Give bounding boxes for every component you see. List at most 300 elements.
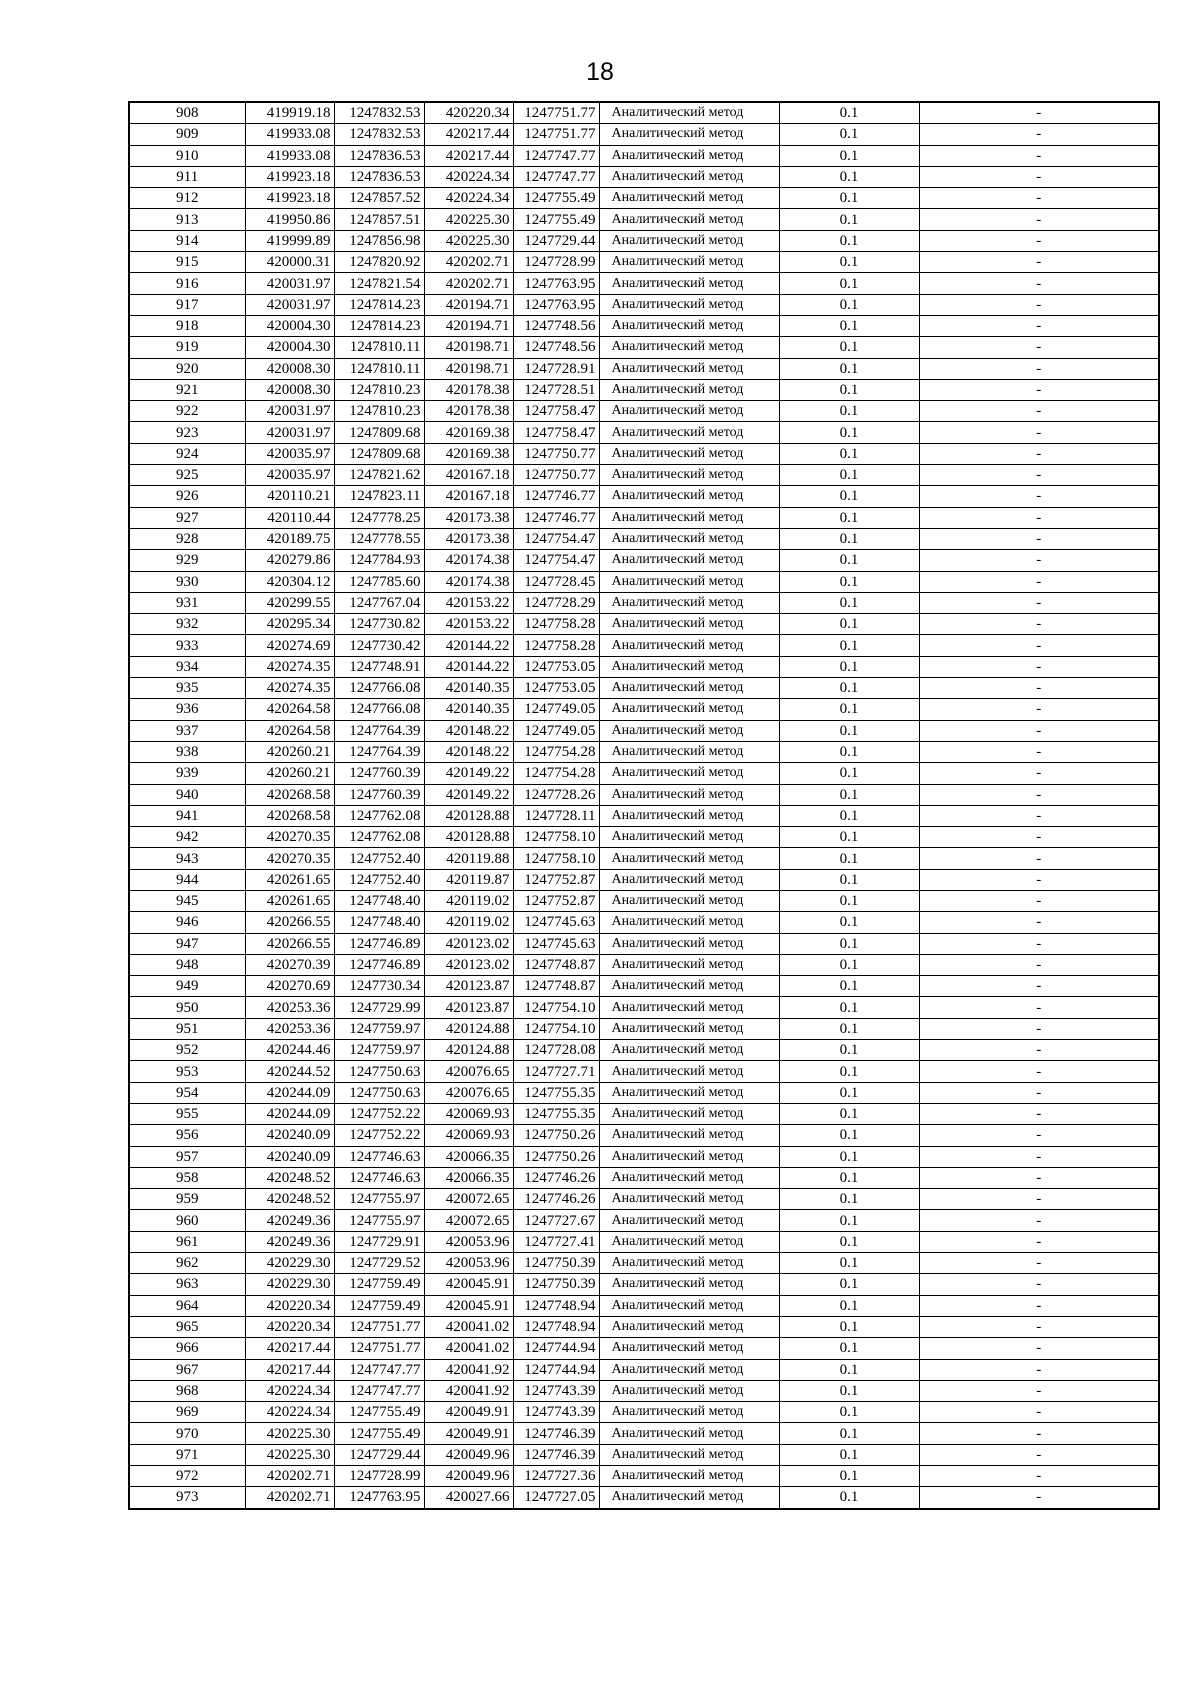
y2-cell: 1247751.77 [513, 124, 599, 145]
point-number: 927 [129, 507, 245, 528]
point-number: 924 [129, 443, 245, 464]
x1-cell: 420000.31 [245, 252, 334, 273]
y2-cell: 1247746.77 [513, 507, 599, 528]
y2-cell: 1247750.26 [513, 1125, 599, 1146]
y1-cell: 1247748.91 [334, 656, 424, 677]
x2-cell: 420072.65 [424, 1210, 513, 1231]
method-cell: Аналитический метод [599, 869, 779, 890]
accuracy-cell: 0.1 [779, 124, 919, 145]
method-cell: Аналитический метод [599, 1380, 779, 1401]
table-row [129, 614, 1159, 635]
dash-cell: - [919, 230, 1159, 251]
method-cell: Аналитический метод [599, 741, 779, 762]
table-row [129, 379, 1159, 400]
x2-cell: 420072.65 [424, 1189, 513, 1210]
accuracy-cell: 0.1 [779, 933, 919, 954]
table-row [129, 784, 1159, 805]
dash-cell: - [919, 486, 1159, 507]
dash-cell: - [919, 1466, 1159, 1487]
table-row [129, 1402, 1159, 1423]
x2-cell: 420119.02 [424, 912, 513, 933]
x2-cell: 420149.22 [424, 784, 513, 805]
y1-cell: 1247857.52 [334, 188, 424, 209]
y2-cell: 1247744.94 [513, 1359, 599, 1380]
dash-cell: - [919, 1487, 1159, 1509]
x1-cell: 420244.52 [245, 1061, 334, 1082]
x2-cell: 420224.34 [424, 166, 513, 187]
y1-cell: 1247729.99 [334, 997, 424, 1018]
y2-cell: 1247755.35 [513, 1082, 599, 1103]
y2-cell: 1247748.94 [513, 1316, 599, 1337]
table-row [129, 1487, 1159, 1509]
dash-cell: - [919, 1274, 1159, 1295]
x2-cell: 420045.91 [424, 1295, 513, 1316]
method-cell: Аналитический метод [599, 1231, 779, 1252]
x1-cell: 420248.52 [245, 1189, 334, 1210]
y1-cell: 1247814.23 [334, 315, 424, 336]
x1-cell: 420264.58 [245, 720, 334, 741]
y1-cell: 1247746.63 [334, 1167, 424, 1188]
dash-cell: - [919, 592, 1159, 613]
method-cell: Аналитический метод [599, 273, 779, 294]
method-cell: Аналитический метод [599, 933, 779, 954]
x1-cell: 420268.58 [245, 805, 334, 826]
accuracy-cell: 0.1 [779, 1125, 919, 1146]
accuracy-cell: 0.1 [779, 358, 919, 379]
method-cell: Аналитический метод [599, 379, 779, 400]
dash-cell: - [919, 188, 1159, 209]
x1-cell: 420295.34 [245, 614, 334, 635]
accuracy-cell: 0.1 [779, 1210, 919, 1231]
table-row [129, 252, 1159, 273]
accuracy-cell: 0.1 [779, 1338, 919, 1359]
method-cell: Аналитический метод [599, 337, 779, 358]
dash-cell: - [919, 315, 1159, 336]
accuracy-cell: 0.1 [779, 465, 919, 486]
y1-cell: 1247832.53 [334, 102, 424, 124]
y1-cell: 1247730.34 [334, 976, 424, 997]
y2-cell: 1247755.35 [513, 1103, 599, 1124]
x2-cell: 420174.38 [424, 571, 513, 592]
accuracy-cell: 0.1 [779, 1146, 919, 1167]
accuracy-cell: 0.1 [779, 656, 919, 677]
y1-cell: 1247755.49 [334, 1402, 424, 1423]
x2-cell: 420119.87 [424, 869, 513, 890]
x2-cell: 420049.96 [424, 1466, 513, 1487]
table-row [129, 124, 1159, 145]
y2-cell: 1247745.63 [513, 933, 599, 954]
method-cell: Аналитический метод [599, 358, 779, 379]
x2-cell: 420167.18 [424, 486, 513, 507]
dash-cell: - [919, 848, 1159, 869]
table-row [129, 656, 1159, 677]
point-number: 936 [129, 699, 245, 720]
dash-cell: - [919, 805, 1159, 826]
x1-cell: 420229.30 [245, 1274, 334, 1295]
y2-cell: 1247754.10 [513, 997, 599, 1018]
accuracy-cell: 0.1 [779, 1167, 919, 1188]
y1-cell: 1247748.40 [334, 912, 424, 933]
method-cell: Аналитический метод [599, 443, 779, 464]
dash-cell: - [919, 1103, 1159, 1124]
point-number: 956 [129, 1125, 245, 1146]
dash-cell: - [919, 869, 1159, 890]
y2-cell: 1247727.05 [513, 1487, 599, 1509]
y2-cell: 1247750.77 [513, 465, 599, 486]
dash-cell: - [919, 337, 1159, 358]
point-number: 951 [129, 1018, 245, 1039]
table-row [129, 337, 1159, 358]
point-number: 948 [129, 954, 245, 975]
x2-cell: 420202.71 [424, 252, 513, 273]
y1-cell: 1247755.97 [334, 1210, 424, 1231]
y1-cell: 1247751.77 [334, 1316, 424, 1337]
table-row [129, 1210, 1159, 1231]
method-cell: Аналитический метод [599, 912, 779, 933]
y2-cell: 1247748.56 [513, 337, 599, 358]
method-cell: Аналитический метод [599, 315, 779, 336]
y2-cell: 1247728.51 [513, 379, 599, 400]
accuracy-cell: 0.1 [779, 1423, 919, 1444]
point-number: 935 [129, 678, 245, 699]
point-number: 908 [129, 102, 245, 124]
accuracy-cell: 0.1 [779, 1189, 919, 1210]
dash-cell: - [919, 1082, 1159, 1103]
point-number: 968 [129, 1380, 245, 1401]
dash-cell: - [919, 358, 1159, 379]
method-cell: Аналитический метод [599, 720, 779, 741]
dash-cell: - [919, 763, 1159, 784]
x2-cell: 420220.34 [424, 102, 513, 124]
x2-cell: 420167.18 [424, 465, 513, 486]
point-number: 964 [129, 1295, 245, 1316]
dash-cell: - [919, 1295, 1159, 1316]
method-cell: Аналитический метод [599, 1125, 779, 1146]
y1-cell: 1247747.77 [334, 1359, 424, 1380]
table-row [129, 1103, 1159, 1124]
x1-cell: 420274.35 [245, 678, 334, 699]
table-row [129, 848, 1159, 869]
x1-cell: 420240.09 [245, 1125, 334, 1146]
y2-cell: 1247748.87 [513, 976, 599, 997]
y2-cell: 1247748.87 [513, 954, 599, 975]
point-number: 932 [129, 614, 245, 635]
x1-cell: 420004.30 [245, 337, 334, 358]
x2-cell: 420225.30 [424, 209, 513, 230]
table-row [129, 890, 1159, 911]
method-cell: Аналитический метод [599, 1444, 779, 1465]
y2-cell: 1247750.77 [513, 443, 599, 464]
x2-cell: 420217.44 [424, 124, 513, 145]
y2-cell: 1247728.11 [513, 805, 599, 826]
y2-cell: 1247748.94 [513, 1295, 599, 1316]
y2-cell: 1247728.29 [513, 592, 599, 613]
accuracy-cell: 0.1 [779, 188, 919, 209]
accuracy-cell: 0.1 [779, 890, 919, 911]
point-number: 962 [129, 1253, 245, 1274]
method-cell: Аналитический метод [599, 528, 779, 549]
y2-cell: 1247755.49 [513, 188, 599, 209]
accuracy-cell: 0.1 [779, 550, 919, 571]
accuracy-cell: 0.1 [779, 699, 919, 720]
x2-cell: 420066.35 [424, 1167, 513, 1188]
accuracy-cell: 0.1 [779, 1444, 919, 1465]
x1-cell: 419923.18 [245, 188, 334, 209]
y2-cell: 1247763.95 [513, 294, 599, 315]
table-row [129, 1274, 1159, 1295]
accuracy-cell: 0.1 [779, 848, 919, 869]
point-number: 915 [129, 252, 245, 273]
method-cell: Аналитический метод [599, 1402, 779, 1423]
point-number: 954 [129, 1082, 245, 1103]
point-number: 942 [129, 827, 245, 848]
accuracy-cell: 0.1 [779, 1231, 919, 1252]
x1-cell: 420253.36 [245, 997, 334, 1018]
method-cell: Аналитический метод [599, 784, 779, 805]
y1-cell: 1247730.82 [334, 614, 424, 635]
table-row [129, 1295, 1159, 1316]
x1-cell: 420260.21 [245, 741, 334, 762]
dash-cell: - [919, 102, 1159, 124]
accuracy-cell: 0.1 [779, 678, 919, 699]
accuracy-cell: 0.1 [779, 1466, 919, 1487]
y1-cell: 1247766.08 [334, 678, 424, 699]
method-cell: Аналитический метод [599, 1061, 779, 1082]
y2-cell: 1247753.05 [513, 678, 599, 699]
dash-cell: - [919, 635, 1159, 656]
y1-cell: 1247821.54 [334, 273, 424, 294]
x2-cell: 420202.71 [424, 273, 513, 294]
point-number: 929 [129, 550, 245, 571]
x2-cell: 420178.38 [424, 401, 513, 422]
dash-cell: - [919, 379, 1159, 400]
x2-cell: 420069.93 [424, 1103, 513, 1124]
table-row [129, 869, 1159, 890]
y2-cell: 1247758.47 [513, 401, 599, 422]
point-number: 945 [129, 890, 245, 911]
y1-cell: 1247729.52 [334, 1253, 424, 1274]
x1-cell: 420270.39 [245, 954, 334, 975]
method-cell: Аналитический метод [599, 1274, 779, 1295]
y2-cell: 1247727.41 [513, 1231, 599, 1252]
dash-cell: - [919, 741, 1159, 762]
accuracy-cell: 0.1 [779, 976, 919, 997]
method-cell: Аналитический метод [599, 145, 779, 166]
accuracy-cell: 0.1 [779, 869, 919, 890]
y2-cell: 1247727.36 [513, 1466, 599, 1487]
point-number: 917 [129, 294, 245, 315]
x2-cell: 420049.96 [424, 1444, 513, 1465]
x2-cell: 420148.22 [424, 741, 513, 762]
point-number: 911 [129, 166, 245, 187]
dash-cell: - [919, 252, 1159, 273]
x2-cell: 420076.65 [424, 1061, 513, 1082]
method-cell: Аналитический метод [599, 1040, 779, 1061]
table-row [129, 209, 1159, 230]
x2-cell: 420053.96 [424, 1253, 513, 1274]
y2-cell: 1247754.47 [513, 550, 599, 571]
dash-cell: - [919, 1444, 1159, 1465]
table-row [129, 699, 1159, 720]
x2-cell: 420066.35 [424, 1146, 513, 1167]
x2-cell: 420049.91 [424, 1402, 513, 1423]
y1-cell: 1247759.97 [334, 1018, 424, 1039]
table-row [129, 635, 1159, 656]
x1-cell: 419923.18 [245, 166, 334, 187]
x1-cell: 420224.34 [245, 1380, 334, 1401]
method-cell: Аналитический метод [599, 1295, 779, 1316]
x2-cell: 420198.71 [424, 358, 513, 379]
y1-cell: 1247810.11 [334, 337, 424, 358]
accuracy-cell: 0.1 [779, 954, 919, 975]
x1-cell: 420004.30 [245, 315, 334, 336]
y1-cell: 1247857.51 [334, 209, 424, 230]
method-cell: Аналитический метод [599, 230, 779, 251]
x1-cell: 420270.35 [245, 848, 334, 869]
y2-cell: 1247754.28 [513, 763, 599, 784]
x1-cell: 419950.86 [245, 209, 334, 230]
method-cell: Аналитический метод [599, 827, 779, 848]
x1-cell: 420264.58 [245, 699, 334, 720]
x1-cell: 419933.08 [245, 145, 334, 166]
x2-cell: 420045.91 [424, 1274, 513, 1295]
table-row [129, 443, 1159, 464]
dash-cell: - [919, 720, 1159, 741]
point-number: 949 [129, 976, 245, 997]
point-number: 934 [129, 656, 245, 677]
x2-cell: 420153.22 [424, 592, 513, 613]
x1-cell: 420261.65 [245, 869, 334, 890]
dash-cell: - [919, 1423, 1159, 1444]
x2-cell: 420217.44 [424, 145, 513, 166]
method-cell: Аналитический метод [599, 1167, 779, 1188]
method-cell: Аналитический метод [599, 1338, 779, 1359]
x2-cell: 420194.71 [424, 294, 513, 315]
accuracy-cell: 0.1 [779, 166, 919, 187]
x1-cell: 420008.30 [245, 358, 334, 379]
accuracy-cell: 0.1 [779, 209, 919, 230]
point-number: 937 [129, 720, 245, 741]
y2-cell: 1247727.67 [513, 1210, 599, 1231]
x1-cell: 420202.71 [245, 1466, 334, 1487]
x1-cell: 420279.86 [245, 550, 334, 571]
table-row [129, 1189, 1159, 1210]
accuracy-cell: 0.1 [779, 1040, 919, 1061]
point-number: 946 [129, 912, 245, 933]
y2-cell: 1247750.39 [513, 1253, 599, 1274]
y2-cell: 1247746.39 [513, 1423, 599, 1444]
point-number: 909 [129, 124, 245, 145]
dash-cell: - [919, 294, 1159, 315]
point-number: 965 [129, 1316, 245, 1337]
y1-cell: 1247809.68 [334, 422, 424, 443]
table-row [129, 1423, 1159, 1444]
y2-cell: 1247728.91 [513, 358, 599, 379]
x1-cell: 419999.89 [245, 230, 334, 251]
dash-cell: - [919, 890, 1159, 911]
accuracy-cell: 0.1 [779, 337, 919, 358]
dash-cell: - [919, 209, 1159, 230]
x1-cell: 420110.21 [245, 486, 334, 507]
method-cell: Аналитический метод [599, 1082, 779, 1103]
accuracy-cell: 0.1 [779, 1380, 919, 1401]
point-number: 914 [129, 230, 245, 251]
x2-cell: 420069.93 [424, 1125, 513, 1146]
table-row [129, 1125, 1159, 1146]
x2-cell: 420041.92 [424, 1359, 513, 1380]
y1-cell: 1247762.08 [334, 805, 424, 826]
x1-cell: 420266.55 [245, 912, 334, 933]
y1-cell: 1247856.98 [334, 230, 424, 251]
accuracy-cell: 0.1 [779, 1295, 919, 1316]
x2-cell: 420123.87 [424, 976, 513, 997]
y1-cell: 1247820.92 [334, 252, 424, 273]
y1-cell: 1247730.42 [334, 635, 424, 656]
method-cell: Аналитический метод [599, 102, 779, 124]
dash-cell: - [919, 443, 1159, 464]
method-cell: Аналитический метод [599, 401, 779, 422]
table-row [129, 571, 1159, 592]
y2-cell: 1247746.77 [513, 486, 599, 507]
accuracy-cell: 0.1 [779, 486, 919, 507]
x2-cell: 420169.38 [424, 422, 513, 443]
x1-cell: 420261.65 [245, 890, 334, 911]
table-row [129, 230, 1159, 251]
point-number: 941 [129, 805, 245, 826]
table-row [129, 976, 1159, 997]
dash-cell: - [919, 1210, 1159, 1231]
y1-cell: 1247755.49 [334, 1423, 424, 1444]
point-number: 970 [129, 1423, 245, 1444]
accuracy-cell: 0.1 [779, 1274, 919, 1295]
table-row [129, 315, 1159, 336]
point-number: 923 [129, 422, 245, 443]
table-row [129, 1167, 1159, 1188]
y2-cell: 1247763.95 [513, 273, 599, 294]
accuracy-cell: 0.1 [779, 252, 919, 273]
x1-cell: 420260.21 [245, 763, 334, 784]
y1-cell: 1247810.23 [334, 401, 424, 422]
x1-cell: 420031.97 [245, 422, 334, 443]
y1-cell: 1247729.91 [334, 1231, 424, 1252]
y1-cell: 1247747.77 [334, 1380, 424, 1401]
y2-cell: 1247728.99 [513, 252, 599, 273]
table-row [129, 1018, 1159, 1039]
x2-cell: 420049.91 [424, 1423, 513, 1444]
y1-cell: 1247748.40 [334, 890, 424, 911]
x1-cell: 420031.97 [245, 294, 334, 315]
y2-cell: 1247728.26 [513, 784, 599, 805]
y2-cell: 1247752.87 [513, 869, 599, 890]
method-cell: Аналитический метод [599, 166, 779, 187]
x1-cell: 420274.35 [245, 656, 334, 677]
method-cell: Аналитический метод [599, 422, 779, 443]
x2-cell: 420119.02 [424, 890, 513, 911]
method-cell: Аналитический метод [599, 890, 779, 911]
y1-cell: 1247729.44 [334, 1444, 424, 1465]
accuracy-cell: 0.1 [779, 720, 919, 741]
table-row [129, 550, 1159, 571]
x1-cell: 420266.55 [245, 933, 334, 954]
table-row [129, 358, 1159, 379]
method-cell: Аналитический метод [599, 571, 779, 592]
method-cell: Аналитический метод [599, 1018, 779, 1039]
x2-cell: 420128.88 [424, 805, 513, 826]
x1-cell: 420304.12 [245, 571, 334, 592]
table-row [129, 741, 1159, 762]
table-row [129, 145, 1159, 166]
dash-cell: - [919, 145, 1159, 166]
